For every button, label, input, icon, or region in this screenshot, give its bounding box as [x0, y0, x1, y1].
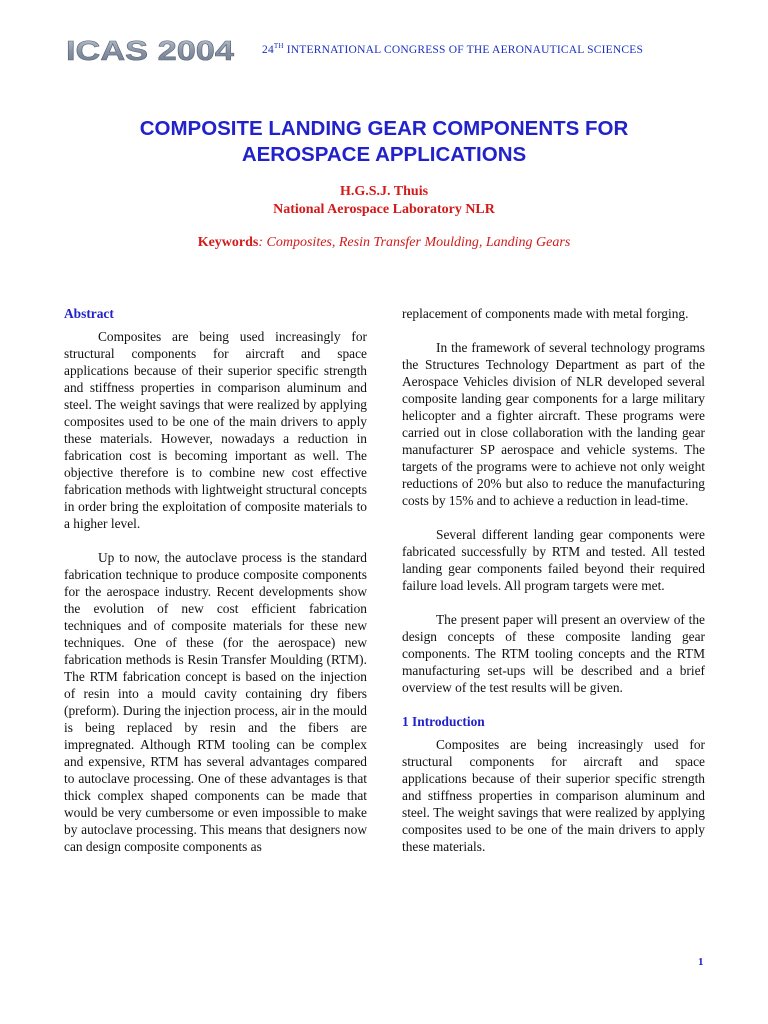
- introduction-paragraph-1: Composites are being increasingly used for structural components for aircraft and space applications because of their superior specific strength and stiffness properties in comparison aluminum and steel. The weight savings that were realized by applying composites used to be one of the main drivers to apply these materials.: [402, 737, 705, 854]
- abstract-heading: Abstract: [64, 306, 114, 321]
- keywords: [0, 235, 768, 251]
- keywords-label: Keywords: [197, 235, 259, 250]
- author-affiliation: National Aerospace Laboratory NLR: [273, 202, 495, 217]
- abstract-paragraph-1: Composites are being used increasingly for structural components for aircraft and space applications because of their superior specific strength and stiffness properties in comparison aluminum and steel. The weight savings that were realized by applying composites used to be one of the main drivers to apply these materials. However, nowadays a reduction in fabrication cost is becoming important as well. The objective therefore is to combine new cost effective fabrication methods with lightweight structural concepts in order bring the exploitation of composite materials to a higher level.: [64, 329, 367, 531]
- author-name: H.G.S.J. Thuis: [339, 184, 429, 199]
- page-number: 1: [698, 956, 704, 968]
- paper-title-line2: AEROSPACE APPLICATIONS: [241, 143, 527, 166]
- icas-logo: [66, 36, 236, 64]
- paper-title-line1: COMPOSITE LANDING GEAR COMPONENTS FOR: [139, 117, 629, 140]
- conference-title: [262, 42, 643, 56]
- author-block: [0, 183, 768, 219]
- left-column: [64, 305, 367, 855]
- conference-name: INTERNATIONAL CONGRESS OF THE AERONAUTICAL SCIENCES: [286, 44, 644, 56]
- abstract-paragraph-2-continued: replacement of components made with metal forging.: [402, 306, 689, 321]
- conference-ordinal-suffix: TH: [273, 42, 284, 50]
- keywords-values: : Composites, Resin Transfer Moulding, Landing Gears: [258, 235, 571, 250]
- conference-ordinal: 24: [262, 44, 274, 56]
- abstract-paragraph-2: Up to now, the autoclave process is the standard fabrication technique to produce composite components for the aerospace industry. Recent developments show the evolution of new cost efficient fabrication techniques and of composite materials for these new techniques. One of these (for the aerospace) new fabrication methods is Resin Transfer Moulding (RTM). The RTM fabrication concept is based on the injection of resin into a mould cavity containing dry fibers (preform). During the injection process, air in the mould is being replaced by resin and the fibers are impregnated. Although RTM tooling can be complex and expensive, RTM has several advantages compared to autoclave processing. One of these advantages is that thick complex shaped components can be made that would be very cumbersome or even impossible to make by autoclave processing. This means that designers now can design composite components as: [64, 550, 367, 854]
- abstract-paragraph-3: In the framework of several technology programs the Structures Technology Department as part of the Aerospace Vehicles division of NLR developed several composite landing gear components for a large military helicopter and a fighter aircraft. These programs were carried out in close collaboration with the landing gear manufacturer SP aerospace and vehicle systems. The targets of the programs were to achieve not only weight reductions of 20% but also to reduce the manufacturing costs by 15% and to achieve a reduction in lead-time.: [402, 340, 705, 508]
- introduction-heading: 1 Introduction: [402, 714, 485, 729]
- abstract-paragraph-4: Several different landing gear components were fabricated successfully by RTM and tested. All tested landing gear components failed beyond their required failure load levels. All program targets were met.: [402, 527, 705, 593]
- abstract-paragraph-5: The present paper will present an overview of the design concepts of these composite landing gear components. The RTM tooling concepts and the RTM manufacturing set-ups will be described and a brief overview of the test results will be given.: [402, 612, 705, 695]
- right-column: [402, 305, 705, 855]
- page-header: [0, 0, 768, 80]
- paper-title: [84, 116, 684, 168]
- logo-text: ICAS 2004: [66, 36, 235, 64]
